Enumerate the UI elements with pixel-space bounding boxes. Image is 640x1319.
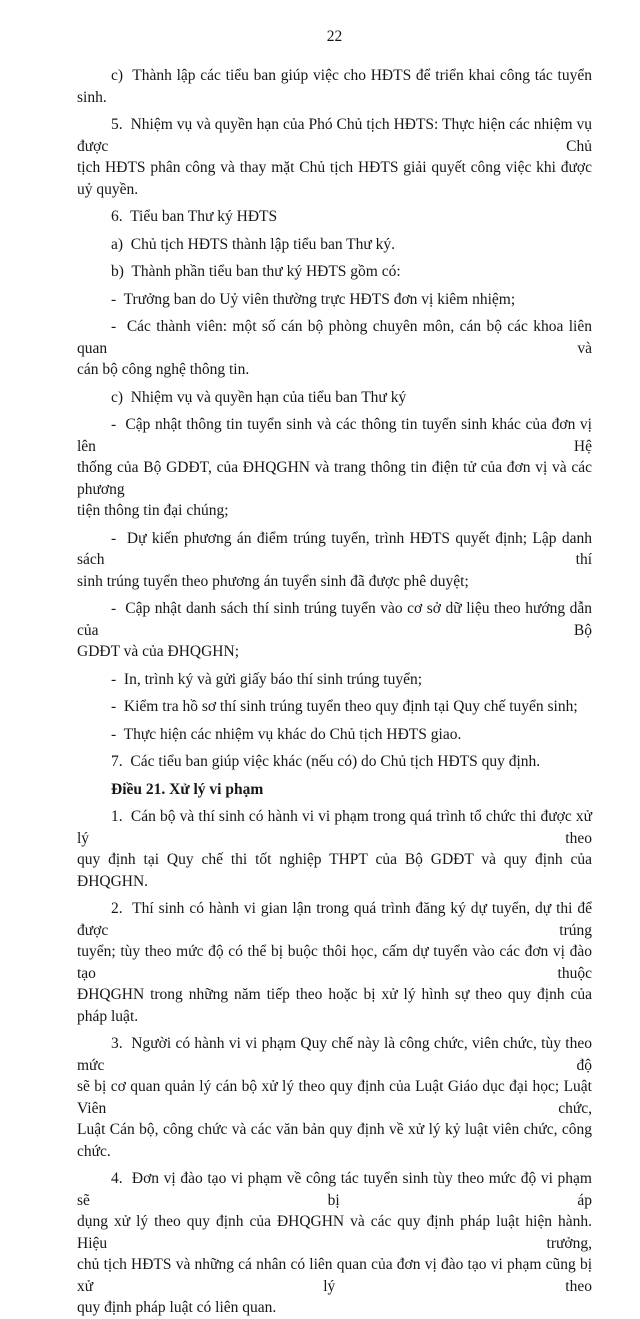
text-line: - Cập nhật thông tin tuyển sinh và các thông tin tuyển sinh khác của đơn vị lên Hệ [77,416,592,455]
clause-2-thi-sinh-gian-lan [77,898,592,1027]
text-line: - Kiểm tra hồ sơ thí sinh trúng tuyển theo quy định tại Quy chế tuyển sinh; [111,698,578,715]
clause-3-nguoi-vi-pham [77,1033,592,1162]
item-c-thanh-lap-tieu-ban [77,65,592,108]
text-line: a) Chủ tịch HĐTS thành lập tiểu ban Thư ký. [111,235,396,253]
text-line: ĐHQGHN trong những năm tiếp theo hoặc bị xử lý hình sự theo quy định của pháp luật. [77,986,592,1025]
text-line: tiện thông tin đại chúng; [77,502,229,519]
clause-4-don-vi-dao-tao [77,1168,592,1319]
text-line: 7. Các tiểu ban giúp việc khác (nếu có) do Chủ tịch HĐTS quy định. [111,753,541,770]
text-line: thống của Bộ GDĐT, của ĐHQGHN và trang thông tin điện tử của đơn vị và các phương [77,459,592,498]
bullet-truong-ban [77,289,592,311]
text-line: - Cập nhật danh sách thí sinh trúng tuyển vào cơ sở dữ liệu theo hướng dẫn của Bộ [77,600,592,639]
text-line: tuyển; tùy theo mức độ có thể bị buộc thôi học, cấm dự tuyển vào các đơn vị đào tạo thuộc [77,943,592,982]
item-c-nhiem-vu-tieu-ban [77,387,592,409]
text-line: sinh trúng tuyển theo phương án tuyển sinh đã được phê duyệt; [77,572,469,590]
text-line: 4. Đơn vị đào tạo vi phạm về công tác tuyển sinh tùy theo mức độ vi phạm sẽ bị áp [77,1170,592,1209]
text-line: - Trưởng ban do Uỷ viên thường trực HĐTS đơn vị kiêm nhiệm; [111,290,516,308]
bullet-in-trinh-ky [77,669,592,691]
text-line: c) Thành lập các tiểu ban giúp việc cho HĐTS để triển khai công tác tuyển sinh. [77,67,592,106]
bullet-thuc-hien-nhiem-vu-khac [77,724,592,746]
text-line: b) Thành phần tiểu ban thư ký HĐTS gồm có: [111,263,401,280]
text-line: 2. Thí sinh có hành vi gian lận trong quá trình đăng ký dự tuyển, dự thi để được trúng [77,900,592,939]
clause-1-can-bo-thi-sinh [77,806,592,892]
text-line: - Thực hiện các nhiệm vụ khác do Chủ tịch HĐTS giao. [111,725,462,743]
text-line: tịch HĐTS phân công và thay mặt Chủ tịch HĐTS giải quyết công việc khi được uỷ quyền. [77,159,592,198]
page-number: 22 [326,28,343,45]
bullet-kiem-tra-ho-so [77,696,592,718]
item-b-thanh-phan [77,261,592,283]
text-line: 1. Cán bộ và thí sinh có hành vi vi phạm trong quá trình tổ chức thi được xử lý theo [77,808,592,847]
text-line: c) Nhiệm vụ và quyền hạn của tiểu ban Thư ký [111,388,407,406]
text-line: - Dự kiến phương án điểm trúng tuyển, trình HĐTS quyết định; Lập danh sách thí [77,529,592,568]
bullet-cap-nhat-thong-tin [77,414,592,522]
text-line: quy định tại Quy chế thi tốt nghiệp THPT của Bộ GDĐT và quy định của ĐHQGHN. [77,851,592,890]
text-line: GDĐT và của ĐHQGHN; [77,643,240,660]
bullet-du-kien-phuong-an [77,528,592,593]
text-line: sẽ bị cơ quan quản lý cán bộ xử lý theo quy định của Luật Giáo dục đại học; Luật Viên chức, [77,1078,592,1117]
bullet-cac-thanh-vien [77,316,592,381]
text-line: - Các thành viên: một số cán bộ phòng chuyên môn, cán bộ các khoa liên quan và [77,318,592,357]
item-7-cac-tieu-ban-khac [77,751,592,773]
text-line: - In, trình ký và gửi giấy báo thí sinh trúng tuyển; [111,670,423,688]
item-5-nhiem-vu-pho-chu-tich [77,114,592,200]
text-line: cán bộ công nghệ thông tin. [77,361,250,378]
text-line: 6. Tiểu ban Thư ký HĐTS [111,208,278,225]
text-line: chủ tịch HĐTS và những cá nhân có liên quan của đơn vị đào tạo vi phạm cũng bị xử lý theo [77,1256,592,1295]
document-body [77,65,592,1319]
text-line: Điều 21. Xử lý vi phạm [111,780,264,798]
bullet-cap-nhat-danh-sach [77,598,592,663]
item-6-tieu-ban-thu-ky [77,206,592,228]
text-line: dụng xử lý theo quy định của ĐHQGHN và các quy định pháp luật hiện hành. Hiệu trưởng, [77,1213,592,1252]
text-line: 5. Nhiệm vụ và quyền hạn của Phó Chủ tịch HĐTS: Thực hiện các nhiệm vụ được Chủ [77,116,592,155]
text-line: 3. Người có hành vi vi phạm Quy chế này là công chức, viên chức, tùy theo mức độ [77,1035,592,1074]
item-a-chu-tich-thanh-lap [77,234,592,256]
text-line: quy định pháp luật có liên quan. [77,1299,277,1316]
article-21-heading [77,779,592,801]
text-line: Luật Cán bộ, công chức và các văn bản quy định về xử lý kỷ luật viên chức, công chức. [77,1121,592,1160]
